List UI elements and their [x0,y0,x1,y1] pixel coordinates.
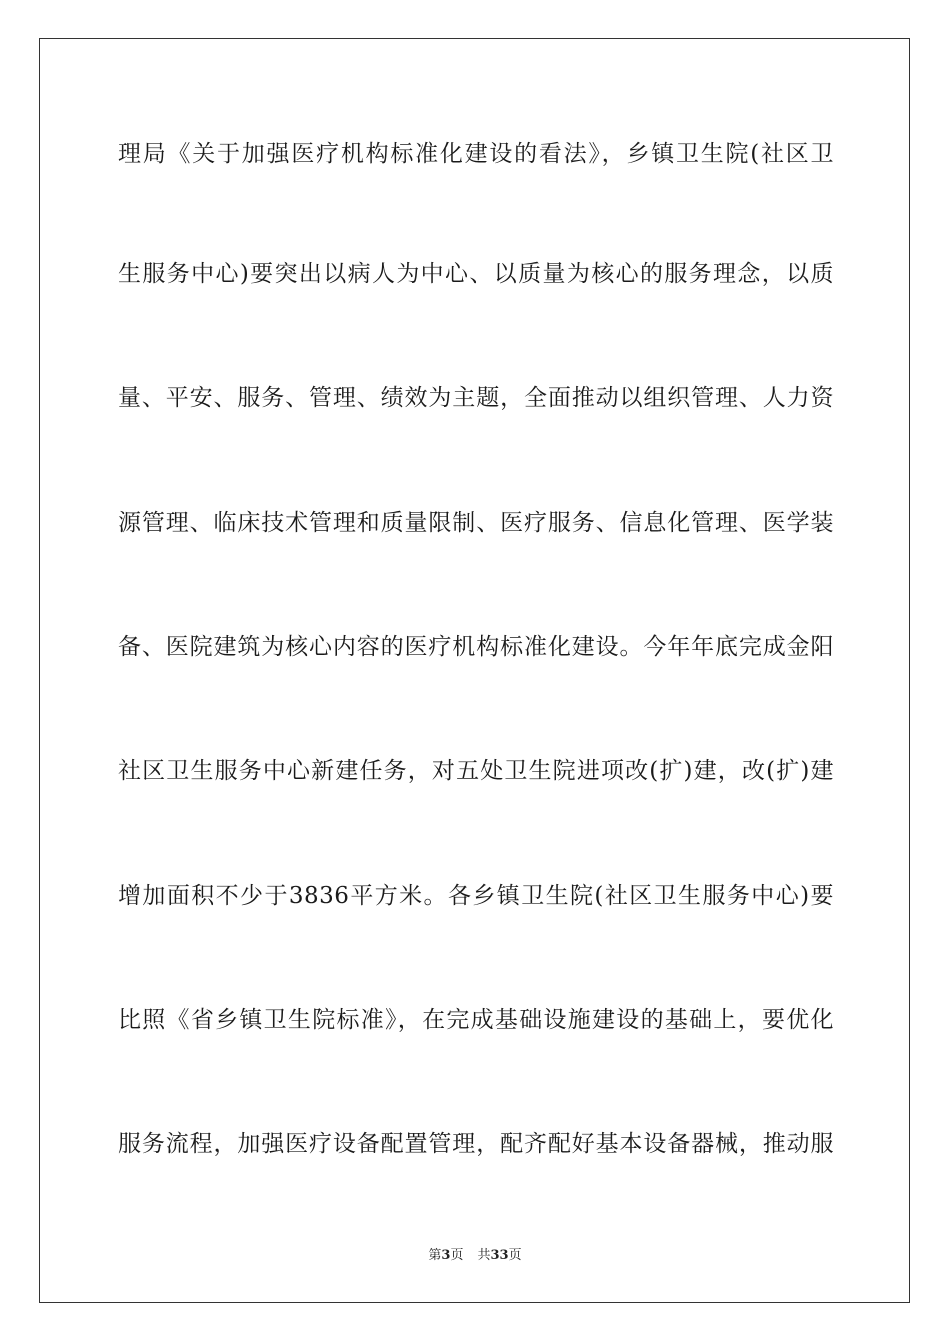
text-line: 量、平安、服务、管理、绩效为主题，全面推动以组织管理、人力资 [118,385,834,411]
text-line: 生服务中心)要突出以病人为中心、以质量为核心的服务理念，以质 [118,261,834,287]
page-footer [0,1247,950,1265]
text-line: 增加面积不少于3836平方米。各乡镇卫生院(社区卫生服务中心)要 [118,883,834,909]
total-pages: 33 [490,1248,509,1263]
page-border [39,38,910,1303]
page-suffix: 页 [450,1248,464,1263]
total-suffix: 页 [508,1248,522,1263]
text-line: 源管理、临床技术管理和质量限制、医疗服务、信息化管理、医学装 [118,510,834,536]
page-prefix: 第 [428,1248,442,1263]
page-number: 3 [441,1248,451,1263]
text-line: 服务流程，加强医疗设备配置管理，配齐配好基本设备器械，推动服 [118,1131,834,1157]
text-line: 社区卫生服务中心新建任务，对五处卫生院进项改(扩)建，改(扩)建 [118,758,834,784]
total-prefix: 共 [477,1248,491,1263]
text-line: 理局《关于加强医疗机构标准化建设的看法》，乡镇卫生院(社区卫 [118,141,834,167]
text-line: 备、医院建筑为核心内容的医疗机构标准化建设。今年年底完成金阳 [118,634,834,660]
text-line: 比照《省乡镇卫生院标准》，在完成基础设施建设的基础上，要优化 [118,1007,834,1033]
